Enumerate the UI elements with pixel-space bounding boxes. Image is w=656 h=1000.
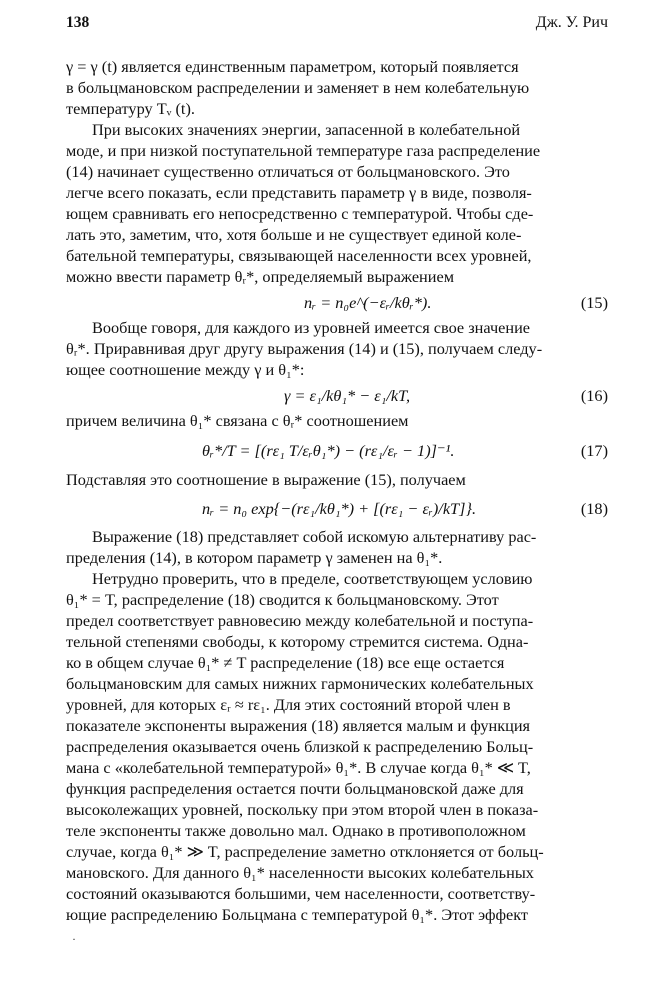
text-line: ющем сравнивать его непосредственно с температурой. Чтобы сде- bbox=[66, 204, 534, 223]
text-line: легче всего показать, если представить параметр γ в виде, позволя- bbox=[66, 183, 532, 202]
text-line: θ₁* = T, распределение (18) сводится к больцмановскому. Этот bbox=[66, 590, 499, 609]
formula-text: θᵣ*/T = [(rε₁ T/εᵣθ₁*) − (rε₁/εᵣ − 1)]⁻¹. bbox=[202, 440, 455, 460]
text-line: можно ввести параметр θᵣ*, определяемый выражением bbox=[66, 267, 455, 286]
text-line: тельной степенями свободы, к которому стремится система. Одна- bbox=[66, 632, 529, 651]
equation bbox=[66, 380, 608, 410]
text-line: уровней, для которых εᵣ ≈ rε₁. Для этих состояний второй член в bbox=[66, 695, 511, 714]
formula-text: nᵣ = n₀e^(−εᵣ/kθᵣ*). bbox=[304, 292, 432, 312]
text-line: мана с «колебательной температурой» θ₁*. В случае когда θ₁* ≪ T, bbox=[66, 758, 531, 777]
equation bbox=[66, 490, 608, 526]
equation-number: (17) bbox=[580, 440, 608, 460]
text-line: моде, и при низкой поступательной температуре газа распределение bbox=[66, 141, 541, 160]
text-line: теле экспоненты также довольно мал. Однако в противоположном bbox=[66, 821, 526, 840]
text-line: Выражение (18) представляет собой искомую альтернативу рас- bbox=[92, 527, 537, 546]
formula-text: γ = ε₁/kθ₁* − ε₁/kT, bbox=[284, 385, 411, 405]
page-header bbox=[66, 14, 608, 42]
text-line: Подставляя это соотношение в выражение (15), получаем bbox=[66, 470, 466, 489]
text-line: ко в общем случае θ₁* ≠ T распределение (18) все еще остается bbox=[66, 653, 505, 672]
text-line: в больцмановском распределении и заменяет в нем колебательную bbox=[66, 78, 530, 97]
text-line: Вообще говоря, для каждого из уровней имеется свое значение bbox=[92, 318, 531, 337]
text-line: лать это, заметим, что, хотя больше и не существует единой коле- bbox=[66, 225, 522, 244]
text-line: случае, когда θ₁* ≫ T, распределение заметно отклоняется от больц- bbox=[66, 842, 544, 861]
equation-number: (15) bbox=[580, 292, 608, 312]
text-line: ющие распределению Больцмана с температурой θ₁*. Этот эффект bbox=[66, 905, 529, 924]
equation-number: (18) bbox=[580, 498, 608, 518]
formula-text: nᵣ = n₀ exp{−(rε₁/kθ₁*) + [(rε₁ − εᵣ)/kT]}. bbox=[202, 498, 477, 518]
text-line: θᵣ*. Приравнивая друг другу выражения (14) и (15), получаем следу- bbox=[66, 339, 543, 358]
text-line: бательной температуры, связывающей населенности всех уровней, bbox=[66, 246, 532, 265]
text-line: состояний оказываются большими, чем населенности, соответству- bbox=[66, 884, 536, 903]
text-line: Нетрудно проверить, что в пределе, соответствующем условию bbox=[92, 569, 533, 588]
text-line: При высоких значениях энергии, запасенной в колебательной bbox=[92, 120, 521, 139]
equation bbox=[66, 287, 608, 317]
text-line: мановского. Для данного θ₁* населенности высоких колебательных bbox=[66, 863, 534, 882]
text-line: показателе экспоненты выражения (18) является малым и функция bbox=[66, 716, 531, 735]
footer-mark: · bbox=[72, 932, 76, 946]
page-body bbox=[66, 56, 608, 925]
running-title: Дж. У. Рич bbox=[535, 14, 608, 31]
text-line: пределения (14), в котором параметр γ заменен на θ₁*. bbox=[66, 548, 443, 567]
text-line: ющее соотношение между γ и θ₁*: bbox=[66, 360, 305, 379]
equation bbox=[66, 431, 608, 469]
text-line: температуру Tᵥ (t). bbox=[66, 99, 195, 118]
text-line: больцмановским для самых нижних гармонических колебательных bbox=[66, 674, 534, 693]
page-number: 138 bbox=[66, 14, 90, 31]
text-line: распределения оказывается очень близкой к распределению Больц- bbox=[66, 737, 534, 756]
text-line: γ = γ (t) является единственным параметром, который появляется bbox=[66, 57, 519, 76]
equation-number: (16) bbox=[580, 385, 608, 405]
text-line: предел соответствует равновесию между колебательной и поступа- bbox=[66, 611, 534, 630]
text-line: причем величина θ₁* связана с θᵣ* соотношением bbox=[66, 411, 409, 430]
text-line: функция распределения остается почти больцмановской даже для bbox=[66, 779, 524, 798]
text-line: (14) начинает существенно отличаться от больцмановского. Это bbox=[66, 162, 510, 181]
text-line: высоколежащих уровней, поскольку при этом второй член в показа- bbox=[66, 800, 539, 819]
